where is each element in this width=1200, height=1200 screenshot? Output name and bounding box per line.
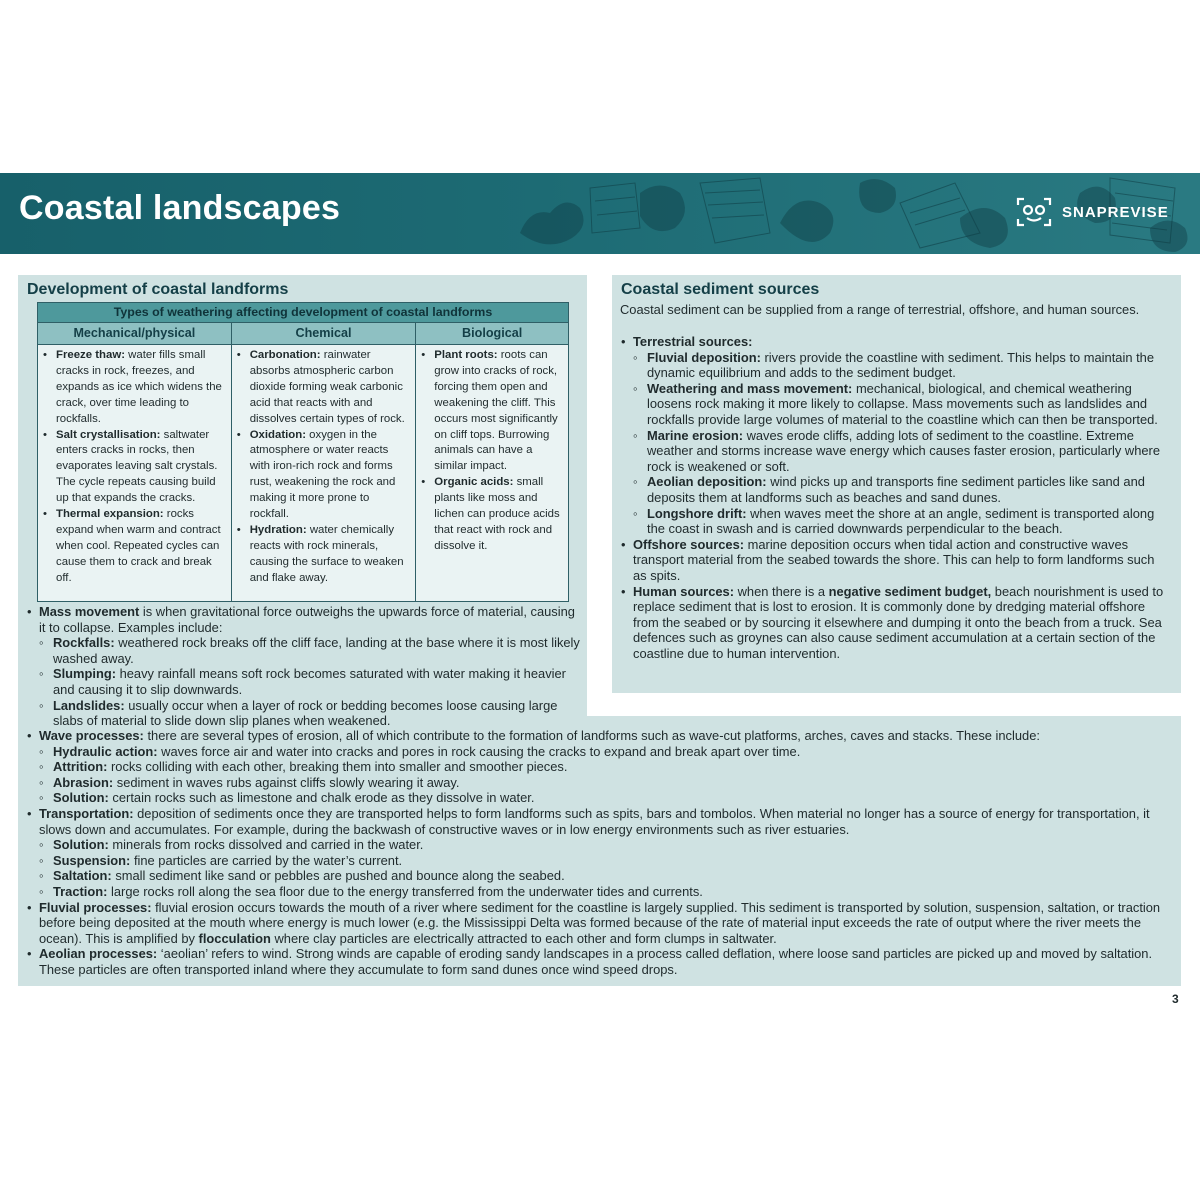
list-item: • Hydration: water chemically reacts with rock minerals, causing the surface to weaken and flake away. — [235, 523, 412, 587]
list-item: ◦ Attrition: rocks colliding with each other, breaking them into smaller and smoother pieces. — [39, 759, 1170, 775]
right-heading: Coastal sediment sources — [621, 281, 820, 298]
list-item: ◦ Marine erosion: waves erode cliffs, adding lots of sediment to the coastline. Extreme weather and storms increase wave energy which causes faster erosion, particularly where rock is weakened or soft. — [633, 428, 1169, 475]
column-header-chemical: Chemical — [231, 323, 416, 345]
brand-logo — [1014, 196, 1169, 228]
column-header-biological: Biological — [416, 323, 569, 345]
list-item: ◦ Hydraulic action: waves force air and water into cracks and pores in rock causing the cracks to expand and break apart over time. — [39, 744, 1170, 760]
list-item: ◦ Slumping: heavy rainfall means soft rock becomes saturated with water making it heavier and causing it to slip downwards. — [39, 666, 580, 697]
list-item: • Salt crystallisation: saltwater enters cracks in rocks, then evaporates leaving salt crystals. The cycle repeats causing build up that expands the cracks. — [41, 428, 227, 508]
brand-name: SNAPREVISE — [1062, 203, 1169, 221]
list-item: ◦ Longshore drift: when waves meet the shore at an angle, sediment is transported along the coast in swash and is carried downwards perpendicular to the beach. — [633, 506, 1169, 537]
page-number: 3 — [1172, 992, 1179, 1006]
left-heading: Development of coastal landforms — [27, 281, 289, 298]
processes-list — [25, 728, 1170, 978]
list-item: ◦ Aeolian deposition: wind picks up and transports fine sediment particles like sand and deposits them at landforms such as beaches and sand dunes. — [633, 474, 1169, 505]
list-item: ◦ Solution: minerals from rocks dissolved and carried in the water. — [39, 837, 1170, 853]
list-item: ◦ Landslides: usually occur when a layer of rock or bedding becomes loose causing large slabs of material to slide down slip planes when weakened. — [39, 698, 580, 729]
list-item: ◦ Weathering and mass movement: mechanical, biological, and chemical weathering loosens rock making it more likely to collapse. Mass movements such as landslides and rockfalls provide large volumes of material to the coastline which can then be transported. — [633, 381, 1169, 428]
list-item: • Freeze thaw: water fills small cracks in rock, freezes, and expands as ice which widens the crack, over time leading to rockfalls. — [41, 348, 227, 428]
list-item: • Human sources: when there is a negative sediment budget, beach nourishment is used to replace sediment that is lost to erosion. It is commonly done by dredging material offshore from the seabed or by sourcing it elsewhere and dumping it onto the beach from a truck. Sea defences such as groynes can also cause sediment accumulation at a certain section of the coastline due to human intervention. — [619, 584, 1169, 662]
list-item: • Offshore sources: marine deposition occurs when tidal action and constructive waves transport material from the seabed towards the shore. This can help to form landforms such as spits. — [619, 537, 1169, 584]
list-item: ◦ Suspension: fine particles are carried by the water’s current. — [39, 853, 1170, 869]
table-caption: Types of weathering affecting development of coastal landforms — [38, 303, 569, 323]
list-item: ◦ Abrasion: sediment in waves rubs against cliffs slowly wearing it away. — [39, 775, 1170, 791]
right-intro: Coastal sediment can be supplied from a range of terrestrial, offshore, and human sources. — [620, 302, 1140, 317]
list-item: • Oxidation: oxygen in the atmosphere or water reacts with iron-rich rock and forms rust, weakening the rock and making it more prone to rockfall. — [235, 428, 412, 523]
list-item: • Plant roots: roots can grow into cracks of rock, forcing them open and weakening the cliff. This occurs most significantly on cliff tops. Burrowing animals can have a similar impact. — [419, 348, 564, 475]
biological-cell — [416, 345, 569, 602]
chemical-cell — [231, 345, 416, 602]
mechanical-cell — [38, 345, 232, 602]
list-item: • Fluvial processes: fluvial erosion occurs towards the mouth of a river where sediment for the coastline is largely supplied. This sediment is transported by solution, suspension, saltation, or traction before being deposited at the mouth where energy is much lower (e.g. the Mississippi Delta was formed because of the rate of material input exceeds the rate of output where the river meets the ocean). This is amplified by flocculation where clay particles are electrically attracted to each other and form clumps in saltwater. — [25, 900, 1170, 947]
list-item: ◦ Fluvial deposition: rivers provide the coastline with sediment. This helps to maintain the dynamic equilibrium and adds to the sediment budget. — [633, 350, 1169, 381]
list-item: ◦ Solution: certain rocks such as limestone and chalk erode as they dissolve in water. — [39, 790, 1170, 806]
list-item: ◦ Saltation: small sediment like sand or pebbles are pushed and bounce along the seabed. — [39, 868, 1170, 884]
list-item: • Thermal expansion: rocks expand when warm and contract when cool. Repeated cycles can cause them to crack and break off. — [41, 507, 227, 587]
page-title: Coastal landscapes — [19, 189, 341, 227]
list-item: • Aeolian processes: ‘aeolian’ refers to wind. Strong winds are capable of eroding sandy landscapes in a process called deflation, where loose sand particles are picked up and moved by saltation. These particles are often transported inland where they accumulate to form sand dunes once wind speed drops. — [25, 946, 1170, 977]
list-item: • Organic acids: small plants like moss and lichen can produce acids that react with rock and dissolve it. — [419, 475, 564, 555]
column-header-mechanical: Mechanical/physical — [38, 323, 232, 345]
sediment-sources-list — [619, 334, 1169, 661]
list-item: ◦ Rockfalls: weathered rock breaks off the cliff face, landing at the base where it is most likely washed away. — [39, 635, 580, 666]
list-item: • Carbonation: rainwater absorbs atmospheric carbon dioxide forming weak carbonic acid that reacts with and dissolves certain types of rock. — [235, 348, 412, 428]
snaprevise-icon — [1014, 196, 1054, 228]
list-item: • Terrestrial sources: ◦ Fluvial deposition: rivers provide the coastline with sediment. This helps to maintain the dynamic equilibrium and adds to the sediment budget. ◦ Weathering and mass movement: mechanical, biological, and chemical weathering loosens rock making it more likely to collapse. Mass movements such as landslides and rockfalls provide large volumes of material to the coastline which can then be transported. ◦ Marine erosion: waves erode cliffs, adding lots of sediment to the coastline. Extreme weather and storms increase wave energy which causes faster erosion, particularly where rock is weakened or soft. ◦ Aeolian deposition: wind picks up and transports fine sediment particles like sand and deposits them at landforms such as beaches and sand dunes. ◦ Longshore drift: when waves meet the shore at an angle, sediment is transported along the coast in swash and is carried downwards perpendicular to the beach. — [619, 334, 1169, 537]
list-item: • Mass movement is when gravitational force outweighs the upwards force of material, causing it to collapse. Examples include: ◦ Rockfalls: weathered rock breaks off the cliff face, landing at the base where it is most likely washed away. ◦ Slumping: heavy rainfall means soft rock becomes saturated with water making it heavier and causing it to slip downwards. ◦ Landslides: usually occur when a layer of rock or bedding becomes loose causing large slabs of material to slide down slip planes when weakened. — [25, 604, 580, 729]
weathering-table — [37, 302, 569, 602]
list-item: • Wave processes: there are several types of erosion, all of which contribute to the formation of landforms such as wave-cut platforms, arches, caves and stacks. These include: ◦ Hydraulic action: waves force air and water into cracks and pores in rock causing the cracks to expand and break apart over time. ◦ Attrition: rocks colliding with each other, breaking them into smaller and smoother pieces. ◦ Abrasion: sediment in waves rubs against cliffs slowly wearing it away. ◦ Solution: certain rocks such as limestone and chalk erode as they dissolve in water. — [25, 728, 1170, 806]
mass-movement-list — [25, 604, 580, 729]
list-item: ◦ Traction: large rocks roll along the sea floor due to the energy transferred from the underwater tides and currents. — [39, 884, 1170, 900]
list-item: • Transportation: deposition of sediments once they are transported helps to form landforms such as spits, bars and tombolos. When material no longer has a source of energy for transportation, it slows down and accumulates. For example, during the backwash of constructive waves or in low energy environments such as river estuaries. ◦ Solution: minerals from rocks dissolved and carried in the water. ◦ Suspension: fine particles are carried by the water’s current. ◦ Saltation: small sediment like sand or pebbles are pushed and bounce along the seabed. ◦ Traction: large rocks roll along the sea floor due to the energy transferred from the underwater tides and currents. — [25, 806, 1170, 900]
